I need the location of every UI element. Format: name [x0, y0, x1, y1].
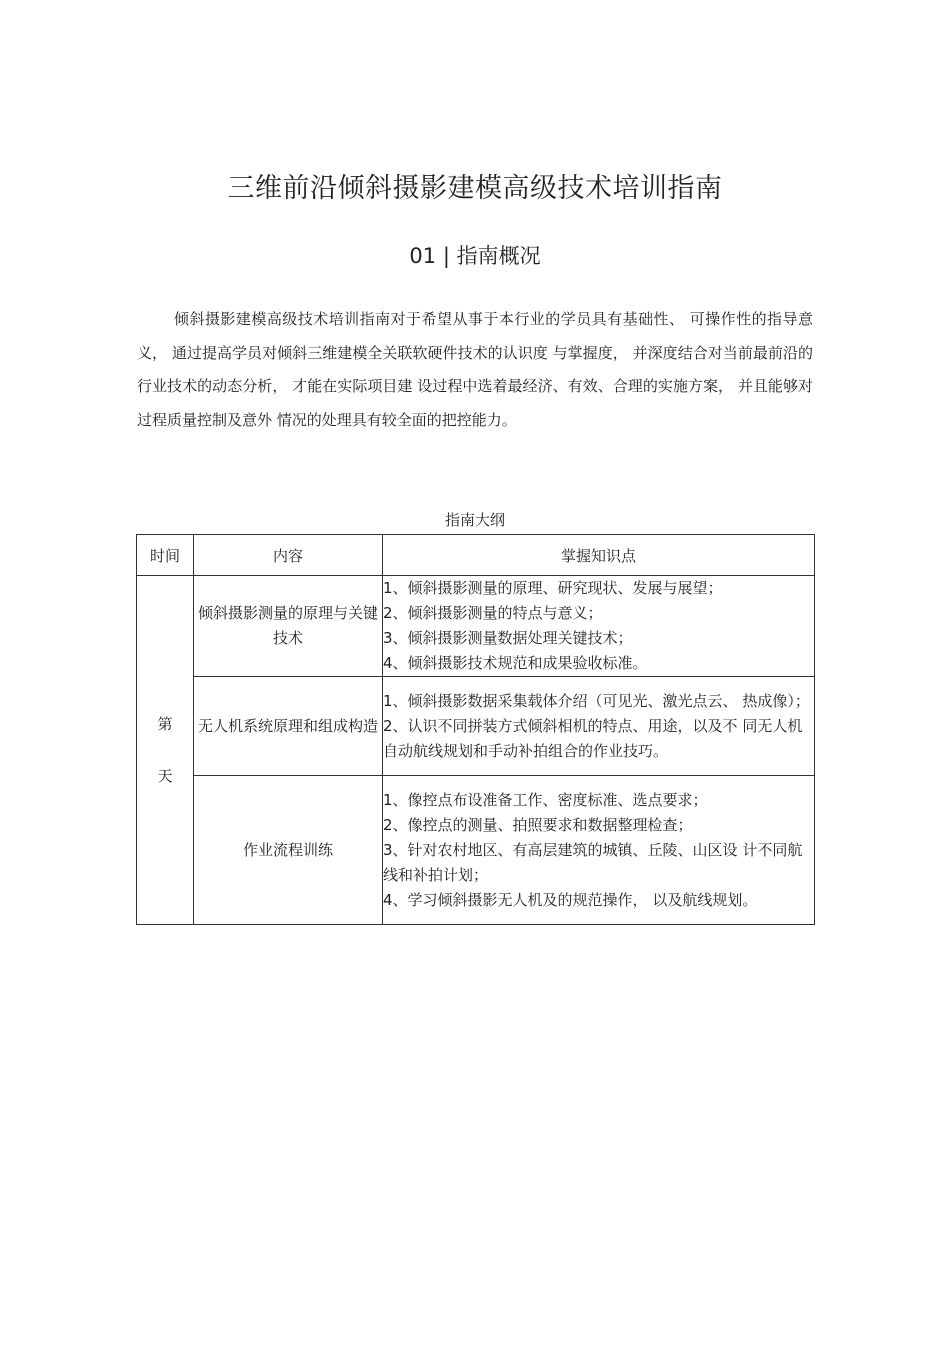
header-time: 时间 — [137, 535, 194, 576]
points-cell — [383, 576, 815, 677]
table-row — [137, 776, 815, 925]
knowledge-point: 1、像控点布设准备工作、密度标准、选点要求； — [383, 790, 708, 809]
header-content: 内容 — [194, 535, 383, 576]
day-label-first: 第 — [157, 715, 173, 733]
table-header-row — [137, 535, 815, 576]
topic-cell: 作业流程训练 — [194, 776, 383, 925]
document-title: 三维前沿倾斜摄影建模高级技术培训指南 — [227, 173, 723, 204]
outline-table — [136, 534, 815, 925]
topic-cell: 倾斜摄影测量的原理与关键技术 — [194, 576, 383, 677]
section-heading: 01 | 指南概况 — [409, 244, 541, 268]
day-cell — [137, 576, 194, 925]
knowledge-point: 2、像控点的测量、拍照要求和数据整理检查； — [383, 815, 693, 834]
knowledge-point: 3、针对农村地区、有高层建筑的城镇、丘陵、山区设 计不同航线和补拍计划； — [383, 840, 803, 884]
day-label-second: 天 — [157, 767, 173, 785]
table-row — [137, 576, 815, 677]
knowledge-point: 1、倾斜摄影测量的原理、研究现状、发展与展望； — [383, 579, 723, 597]
knowledge-point: 4、学习倾斜摄影无人机及的规范操作， 以及航线规划。 — [383, 890, 758, 909]
knowledge-point: 2、认识不同拼装方式倾斜相机的特点、用途，以及不 同无人机自动航线规划和手动补拍组合的作业技巧。 — [383, 716, 803, 760]
points-cell — [383, 776, 815, 925]
intro-paragraph: 倾斜摄影建模高级技术培训指南对于希望从事于本行业的学员具有基础性、 可操作性的指导意义， 通过提高学员对倾斜三维建模全关联软硬件技术的认识度 与掌握度， 并深度结合对当前最前沿的行业技术的动态分析， 才能在实际项目建 设过程中选着最经济、有效、合理的实施方案， 并且能够对过程质量控制及意外 情况的处理具有较全面的把控能力。 — [137, 310, 813, 429]
topic-cell: 无人机系统原理和组成构造 — [194, 677, 383, 776]
header-knowledge-points: 掌握知识点 — [383, 535, 815, 576]
knowledge-point: 4、倾斜摄影技术规范和成果验收标准。 — [383, 654, 648, 672]
knowledge-point: 1、倾斜摄影数据采集载体介绍（可见光、激光点云、 热成像）； — [383, 691, 810, 710]
points-cell — [383, 677, 815, 776]
knowledge-point: 2、倾斜摄影测量的特点与意义； — [383, 604, 603, 622]
table-caption: 指南大纲 — [444, 511, 505, 529]
knowledge-point: 3、倾斜摄影测量数据处理关键技术； — [383, 629, 633, 647]
table-row — [137, 677, 815, 776]
